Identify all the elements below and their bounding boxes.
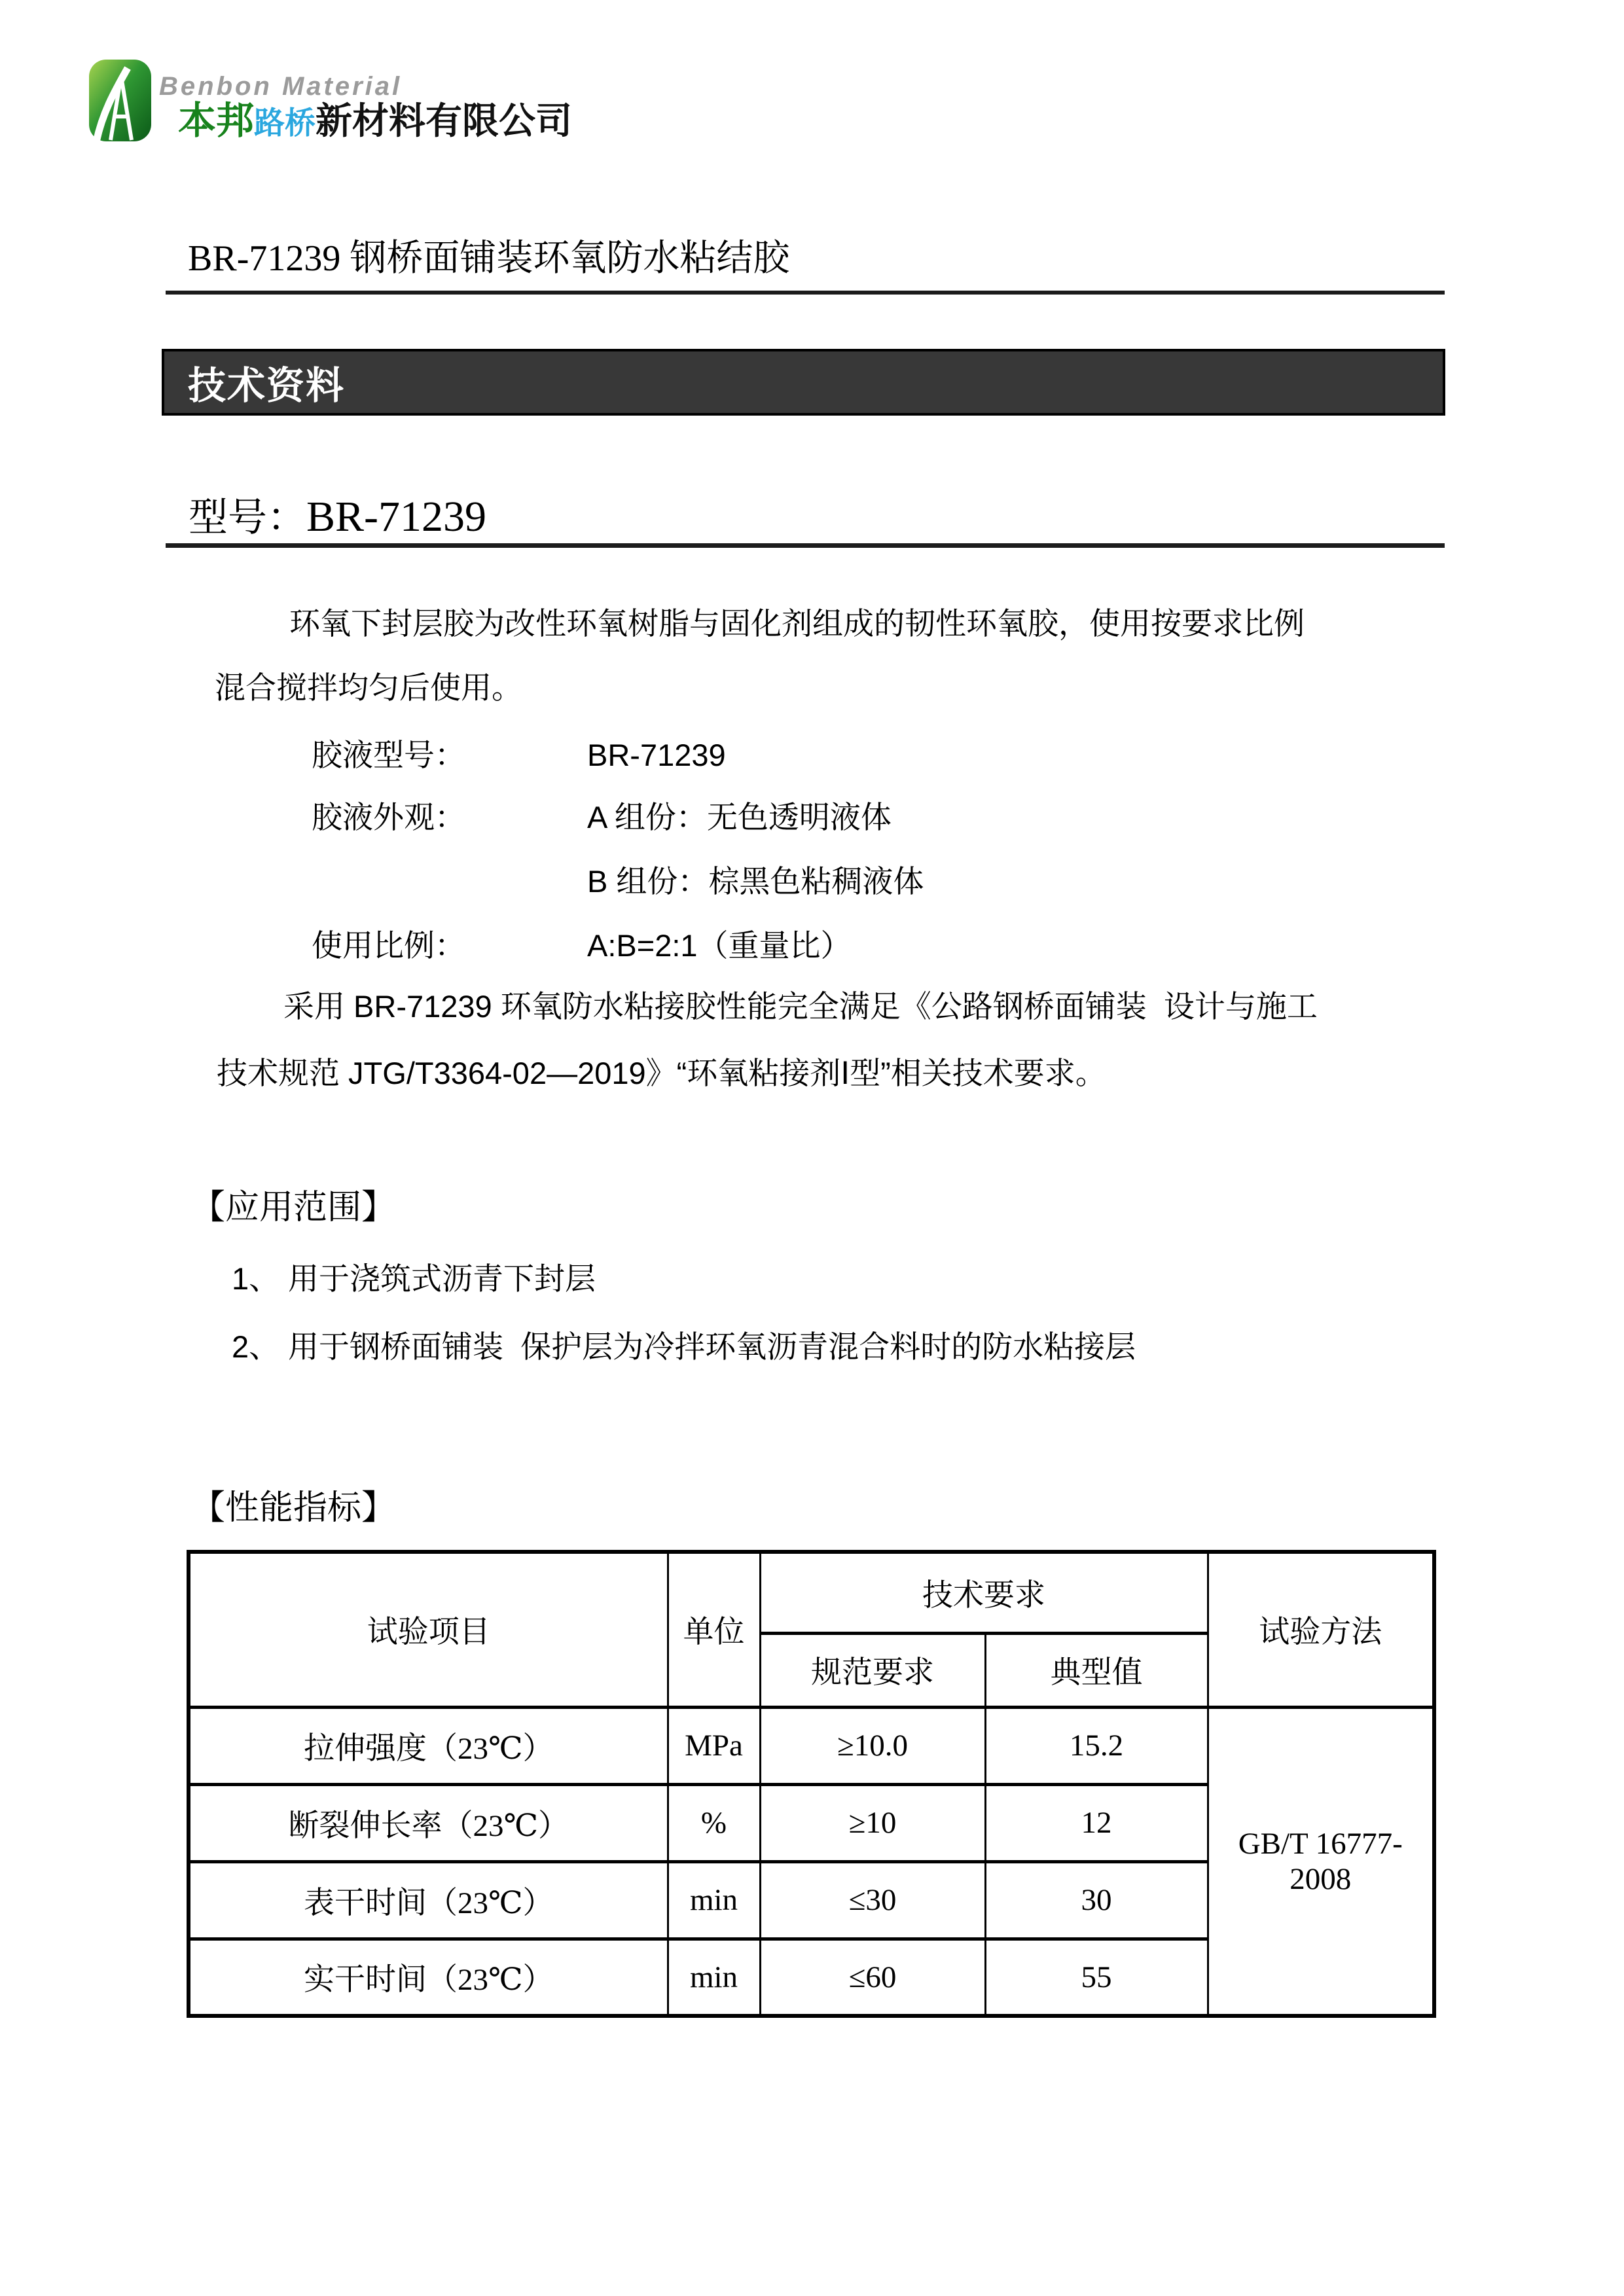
performance-heading: 【性能指标】: [191, 1489, 396, 1527]
cell-item: 拉伸强度（23℃）: [189, 1707, 668, 1784]
col-header-unit: 单位: [668, 1552, 760, 1707]
table-header-row-1: [189, 1552, 1434, 1633]
spec-value-ratio: A:B=2:1（重量比）: [587, 928, 852, 963]
section-bar-technical-data: [162, 349, 1445, 416]
cell-spec: ≥10.0: [760, 1707, 985, 1784]
cell-typical: 30: [985, 1861, 1208, 1939]
col-header-test-item: 试验项目: [189, 1552, 668, 1707]
spec-value-appearance-b: B 组份：棕黑色粘稠液体: [587, 864, 924, 899]
application-item-2-num: 2、: [232, 1329, 280, 1364]
application-item-1-text: 用于浇筑式沥青下封层: [288, 1261, 596, 1296]
model-rule: [166, 543, 1445, 548]
cell-spec: ≤60: [760, 1939, 985, 2016]
logo-cn-rest: 新材料有限公司: [316, 100, 573, 141]
application-item-2-text: 用于钢桥面铺装 保护层为冷拌环氧沥青混合料时的防水粘接层: [288, 1329, 1136, 1364]
logo-mark-icon: [88, 59, 152, 142]
application-item-1-num: 1、: [232, 1261, 280, 1296]
model-label: 型号：: [189, 496, 306, 539]
cell-unit: MPa: [668, 1707, 760, 1784]
col-header-test-method: 试验方法: [1208, 1552, 1434, 1707]
spec-value-model: BR-71239: [587, 738, 726, 772]
col-header-typical-value: 典型值: [985, 1633, 1208, 1707]
performance-table: [187, 1550, 1436, 2018]
compliance-line-1: 采用 BR-71239 环氧防水粘接胶性能完全满足《公路钢桥面铺装 设计与施工: [283, 989, 1318, 1024]
table-row: [189, 1707, 1434, 1784]
cell-unit: min: [668, 1939, 760, 2016]
logo-cn-accent: 路桥: [254, 105, 316, 140]
spec-label-ratio: 使用比例：: [312, 928, 465, 963]
cell-typical: 15.2: [985, 1707, 1208, 1784]
cell-spec: ≥10: [760, 1784, 985, 1861]
compliance-line-2: 技术规范 JTG/T3364-02—2019》“环氧粘接剂Ⅰ型”相关技术要求。: [217, 1056, 1106, 1090]
title-rule: [166, 291, 1445, 295]
page-title: BR-71239 钢桥面铺装环氧防水粘结胶: [188, 238, 790, 279]
logo-chinese-name: [178, 99, 573, 142]
col-header-spec-requirement: 规范要求: [760, 1633, 985, 1707]
model-heading: [189, 492, 486, 542]
cell-unit: %: [668, 1784, 760, 1861]
spec-value-appearance-a: A 组份：无色透明液体: [587, 800, 892, 834]
col-header-technical-requirement: 技术要求: [760, 1552, 1208, 1633]
section-bar-label: 技术资料: [188, 365, 346, 407]
cell-test-method: GB/T 16777-2008: [1208, 1707, 1434, 2016]
spec-label-model: 胶液型号：: [312, 738, 465, 772]
cell-item: 实干时间（23℃）: [189, 1939, 668, 2016]
cell-item: 断裂伸长率（23℃）: [189, 1784, 668, 1861]
logo-cn-bold: 本邦: [178, 99, 255, 142]
spec-label-appearance: 胶液外观：: [312, 800, 465, 834]
application-heading: 【应用范围】: [191, 1189, 396, 1227]
cell-typical: 12: [985, 1784, 1208, 1861]
model-value: BR-71239: [306, 493, 487, 541]
cell-unit: min: [668, 1861, 760, 1939]
logo-english-name: Benbon Material: [159, 72, 403, 101]
cell-typical: 55: [985, 1939, 1208, 2016]
cell-spec: ≤30: [760, 1861, 985, 1939]
intro-line-1: 环氧下封层胶为改性环氧树脂与固化剂组成的韧性环氧胶，使用按要求比例: [289, 606, 1305, 641]
intro-line-2: 混合搅拌均匀后使用。: [215, 670, 522, 705]
cell-item: 表干时间（23℃）: [189, 1861, 668, 1939]
